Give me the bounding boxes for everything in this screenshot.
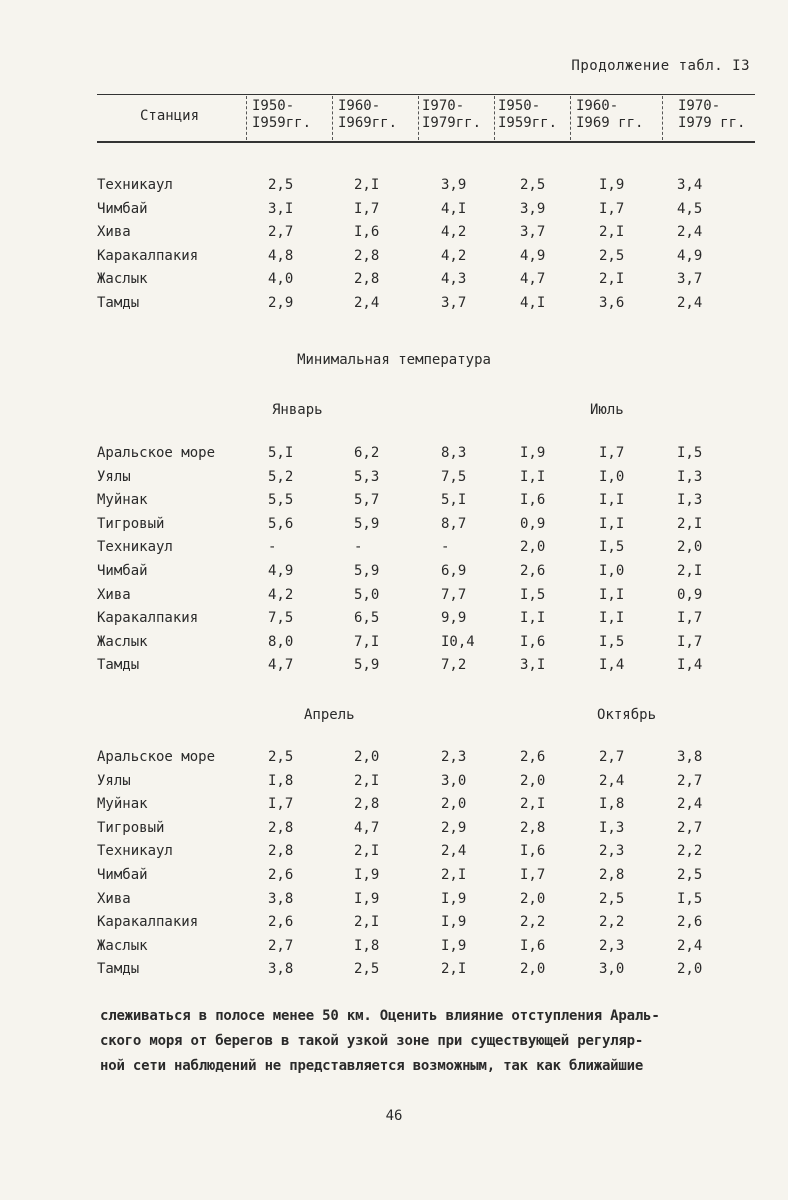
value-cell: 2,0 [520,890,546,907]
table-row [0,958,788,980]
header-divider [246,96,247,140]
table-row [0,793,788,815]
value-cell: 2,5 [268,177,294,193]
station-name: Техникаул [97,539,173,556]
value-cell: 2,0 [520,961,546,978]
value-cell: I,3 [677,492,703,509]
value-cell: 2,I [354,914,380,931]
month-label-july: Июль [590,402,624,418]
value-cell: 4,I [441,200,467,217]
value-cell: 2,6 [520,749,546,765]
value-cell: I,9 [354,867,380,883]
value-cell: 3,0 [599,961,625,978]
value-cell: 6,9 [441,563,467,579]
value-cell: 2,0 [520,539,546,556]
value-cell: 2,5 [677,867,703,883]
station-name: Тамды [97,295,140,311]
station-name: Хива [97,890,131,907]
table-row [0,221,788,243]
value-cell: 2,4 [354,295,380,311]
value-cell: I,I [599,586,625,603]
value-cell: I,9 [354,890,380,907]
value-cell: 2,4 [599,772,625,789]
value-cell: 3,8 [677,749,703,765]
value-cell: 3,9 [441,177,467,193]
value-cell: 2,I [354,843,380,860]
header-col-6: I970- I979 гг. [678,98,746,131]
value-cell: I,4 [677,657,703,674]
value-cell: 2,4 [441,843,467,860]
value-cell: - [354,539,363,556]
table-row [0,654,788,676]
value-cell: I,0 [599,468,625,485]
table-row [0,746,788,768]
table-row [0,888,788,910]
station-name: Каракалпакия [97,247,199,264]
station-name: Чимбай [97,867,148,883]
section-title: Минимальная температура [297,352,491,368]
value-cell: I,7 [677,633,703,650]
value-cell: 4,2 [441,247,467,264]
value-cell: 2,8 [268,843,294,860]
value-cell: 3,7 [677,271,703,288]
table-row [0,560,788,582]
value-cell: I,I [599,610,625,627]
value-cell: 4,5 [677,200,703,217]
value-cell: I,6 [520,633,546,650]
value-cell: 2,7 [677,819,703,836]
table-row [0,840,788,862]
value-cell: 2,I [354,772,380,789]
station-name: Техникаул [97,177,173,193]
month-label-january: Январь [272,402,323,418]
value-cell: 3,0 [441,772,467,789]
value-cell: I,9 [599,177,625,193]
station-name: Каракалпакия [97,610,199,627]
station-name: Тигровый [97,819,165,836]
value-cell: 2,I [599,224,625,241]
station-name: Аральское море [97,749,216,765]
value-cell: 4,7 [268,657,294,674]
value-cell: 8,0 [268,633,294,650]
station-name: Аральское море [97,445,216,461]
value-cell: 2,0 [677,539,703,556]
header-col-3: I970- I979гг. [422,98,482,131]
value-cell: 2,I [599,271,625,288]
value-cell: 4,9 [677,247,703,264]
table-row [0,770,788,792]
value-cell: - [268,539,277,556]
station-name: Каракалпакия [97,914,199,931]
value-cell: 5,7 [354,492,380,509]
value-cell: 4,7 [520,271,546,288]
value-cell: I,5 [677,445,703,461]
header-divider [494,96,495,140]
value-cell: 5,5 [268,492,294,509]
value-cell: 3,8 [268,961,294,978]
month-label-october: Октябрь [597,707,657,723]
value-cell: I,8 [268,772,294,789]
value-cell: I,6 [520,492,546,509]
value-cell: - [441,539,450,556]
station-name: Уялы [97,468,131,485]
value-cell: I,3 [677,468,703,485]
value-cell: 2,0 [354,749,380,765]
value-cell: 4,7 [354,819,380,836]
value-cell: 3,8 [268,890,294,907]
value-cell: I,5 [677,890,703,907]
paragraph-line: ной сети наблюдений не представляется возможным, так как ближайшие [100,1058,644,1074]
table-row [0,911,788,933]
table-row [0,513,788,535]
value-cell: I,9 [441,937,467,954]
value-cell: 4,0 [268,271,294,288]
table-row [0,489,788,511]
station-name: Муйнак [97,796,148,813]
paragraph-line: ского моря от берегов в такой узкой зоне при существующей регуляр- [100,1033,644,1049]
value-cell: 2,8 [354,271,380,288]
value-cell: 2,4 [677,295,703,311]
value-cell: 2,6 [268,867,294,883]
table-row [0,935,788,957]
station-name: Жаслык [97,937,148,954]
value-cell: 2,6 [677,914,703,931]
table-row [0,607,788,629]
header-col-5: I960- I969 гг. [576,98,644,131]
value-cell: 2,I [354,177,380,193]
station-name: Уялы [97,772,131,789]
value-cell: 3,I [520,657,546,674]
page-number: 46 [385,1108,403,1124]
value-cell: 4,9 [520,247,546,264]
value-cell: 2,7 [268,224,294,241]
value-cell: 0,9 [677,586,703,603]
value-cell: 5,I [268,445,294,461]
table-row [0,442,788,464]
value-cell: 4,3 [441,271,467,288]
value-cell: I,7 [354,200,380,217]
station-name: Тамды [97,961,140,978]
value-cell: I,8 [354,937,380,954]
table-row [0,584,788,606]
table-row [0,466,788,488]
header-divider [418,96,419,140]
value-cell: 2,2 [599,914,625,931]
value-cell: I,6 [520,937,546,954]
value-cell: I,7 [599,445,625,461]
table-row [0,536,788,558]
station-name: Техникаул [97,843,173,860]
value-cell: 2,4 [677,224,703,241]
value-cell: I,I [520,468,546,485]
value-cell: 9,9 [441,610,467,627]
value-cell: 2,4 [677,796,703,813]
value-cell: 6,2 [354,445,380,461]
value-cell: 2,0 [520,772,546,789]
table-header-rule [97,141,755,143]
header-divider [332,96,333,140]
value-cell: 2,8 [354,247,380,264]
value-cell: 5,9 [354,657,380,674]
value-cell: 2,7 [677,772,703,789]
value-cell: 3,7 [441,295,467,311]
value-cell: 3,9 [520,200,546,217]
value-cell: 8,7 [441,515,467,532]
value-cell: 2,I [441,867,467,883]
value-cell: 4,9 [268,563,294,579]
station-name: Хива [97,224,131,241]
station-name: Хива [97,586,131,603]
value-cell: I,7 [677,610,703,627]
value-cell: 2,3 [599,937,625,954]
value-cell: I,0 [599,563,625,579]
station-name: Чимбай [97,563,148,579]
value-cell: 7,5 [268,610,294,627]
value-cell: 2,I [520,796,546,813]
table-row [0,631,788,653]
value-cell: 2,8 [599,867,625,883]
body-paragraph [100,1004,760,1079]
value-cell: 2,6 [268,914,294,931]
table-row [0,864,788,886]
header-col-1: I950- I959гг. [252,98,312,131]
value-cell: I0,4 [441,633,475,650]
value-cell: I,8 [599,796,625,813]
value-cell: 5,3 [354,468,380,485]
value-cell: I,6 [354,224,380,241]
value-cell: 2,9 [268,295,294,311]
table-row [0,817,788,839]
value-cell: 7,5 [441,468,467,485]
value-cell: 5,0 [354,586,380,603]
table-row [0,174,788,196]
value-cell: I,3 [599,819,625,836]
value-cell: 2,7 [268,937,294,954]
value-cell: I,7 [599,200,625,217]
header-col-4: I950- I959гг. [498,98,558,131]
value-cell: I,9 [441,890,467,907]
value-cell: I,9 [520,445,546,461]
value-cell: I,5 [520,586,546,603]
value-cell: I,7 [520,867,546,883]
value-cell: 4,2 [441,224,467,241]
value-cell: 4,8 [268,247,294,264]
month-label-april: Апрель [304,707,355,723]
value-cell: I,6 [520,843,546,860]
value-cell: 5,2 [268,468,294,485]
value-cell: I,I [599,515,625,532]
table-row [0,268,788,290]
value-cell: I,I [599,492,625,509]
value-cell: 2,2 [677,843,703,860]
value-cell: 5,9 [354,515,380,532]
value-cell: 2,I [441,961,467,978]
station-name: Тамды [97,657,140,674]
value-cell: 2,6 [520,563,546,579]
value-cell: 2,2 [520,914,546,931]
value-cell: 3,4 [677,177,703,193]
value-cell: 3,I [268,200,294,217]
value-cell: 2,5 [354,961,380,978]
value-cell: I,4 [599,657,625,674]
header-divider [662,96,663,140]
value-cell: I,5 [599,633,625,650]
table-row [0,245,788,267]
value-cell: 0,9 [520,515,546,532]
value-cell: 5,9 [354,563,380,579]
value-cell: 5,6 [268,515,294,532]
station-name: Чимбай [97,200,148,217]
continuation-label: Продолжение табл. I3 [571,58,750,74]
value-cell: 7,I [354,633,380,650]
value-cell: 2,I [677,515,703,532]
value-cell: 2,0 [677,961,703,978]
value-cell: 7,7 [441,586,467,603]
value-cell: I,I [520,610,546,627]
value-cell: I,9 [441,914,467,931]
table-top-rule [97,94,755,95]
value-cell: 2,7 [599,749,625,765]
header-station: Станция [140,108,200,124]
value-cell: 2,5 [520,177,546,193]
value-cell: 2,3 [441,749,467,765]
value-cell: 7,2 [441,657,467,674]
value-cell: 2,0 [441,796,467,813]
value-cell: 2,8 [354,796,380,813]
value-cell: 2,8 [268,819,294,836]
value-cell: 3,7 [520,224,546,241]
paragraph-line: слеживаться в полосе менее 50 км. Оценить влияние отступления Араль- [100,1008,660,1024]
table-row [0,198,788,220]
value-cell: 6,5 [354,610,380,627]
value-cell: 4,2 [268,586,294,603]
value-cell: I,5 [599,539,625,556]
value-cell: 2,5 [599,247,625,264]
table-row [0,292,788,314]
value-cell: 5,I [441,492,467,509]
value-cell: 3,6 [599,295,625,311]
value-cell: 4,I [520,295,546,311]
station-name: Жаслык [97,633,148,650]
value-cell: 2,8 [520,819,546,836]
value-cell: 2,5 [599,890,625,907]
value-cell: I,7 [268,796,294,813]
value-cell: 2,3 [599,843,625,860]
value-cell: 2,5 [268,749,294,765]
value-cell: 2,9 [441,819,467,836]
header-divider [570,96,571,140]
value-cell: 8,3 [441,445,467,461]
station-name: Муйнак [97,492,148,509]
value-cell: 2,I [677,563,703,579]
value-cell: 2,4 [677,937,703,954]
header-col-2: I960- I969гг. [338,98,398,131]
station-name: Жаслык [97,271,148,288]
station-name: Тигровый [97,515,165,532]
